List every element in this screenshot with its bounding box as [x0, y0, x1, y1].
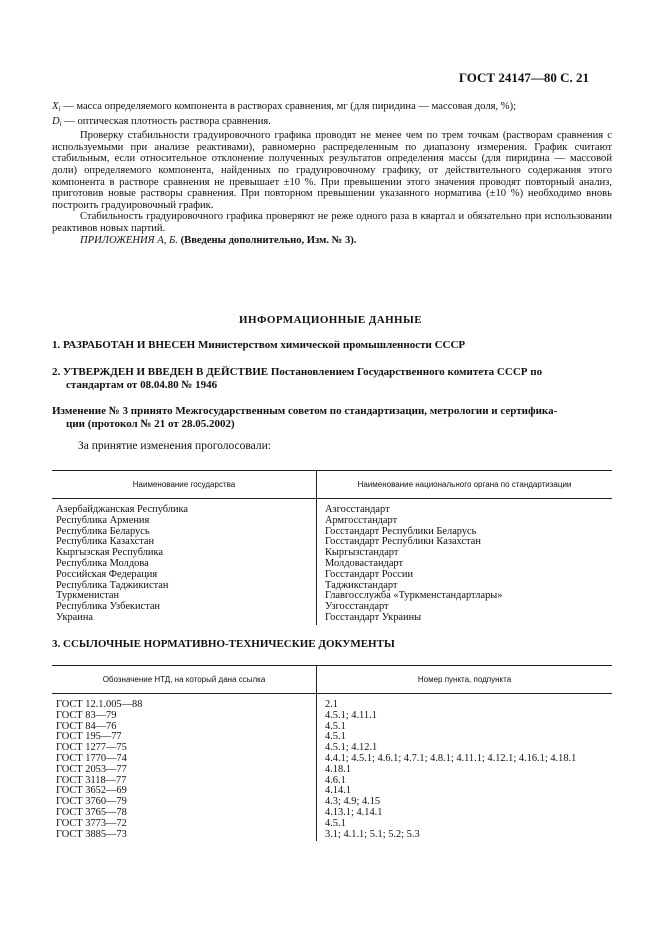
table-cell: ГОСТ 84—76 — [52, 722, 317, 733]
paragraph-stability-frequency: Стабильность градуировочного графика проверяют не реже одного раза в квартал и обязательно при использовании реактивов новых партий. — [52, 211, 612, 234]
table-cell: 4.5.1 — [325, 720, 346, 732]
table-row — [52, 516, 612, 527]
table-cell: 2.1 — [325, 699, 338, 710]
table-cell: Республика Армения — [52, 516, 317, 527]
table-cell: Госстандарт России — [325, 568, 414, 580]
table-cell: 4.4.1; 4.5.1; 4.6.1; 4.7.1; 4.8.1; 4.11.1; 4.12.1; 4.16.1; 4.18.1 — [325, 752, 577, 764]
refs-col-clause: Номер пункта, подпункта — [317, 666, 613, 694]
table-cell: 4.18.1 — [325, 763, 351, 775]
xi-symbol: X — [52, 101, 59, 112]
table-cell: Туркменистан — [52, 591, 317, 602]
definitions-block — [52, 101, 612, 246]
table-cell: 4.13.1; 4.14.1 — [325, 806, 383, 818]
table-cell: Украина — [52, 613, 317, 625]
table-cell: Главгосслужба «Туркменстандартлары» — [325, 590, 503, 602]
table-cell: 4.14.1 — [325, 785, 351, 797]
table-cell: Узгосстандарт — [325, 601, 389, 613]
xi-text: — масса определяемого компонента в растворах сравнения, мг (для пиридина — массовая доля, %); — [60, 101, 517, 112]
table-cell: Азербайджанская Республика — [52, 499, 317, 516]
references-table — [52, 665, 612, 841]
table-row — [52, 819, 612, 830]
table-cell: ГОСТ 3652—69 — [52, 786, 317, 797]
table-cell: Республика Таджикистан — [52, 581, 317, 592]
table-cell: Республика Беларусь — [52, 527, 317, 538]
section3-title — [52, 638, 612, 651]
states-col-body: Наименование национального органа по стандартизации — [317, 471, 613, 499]
table-cell: Российская Федерация — [52, 570, 317, 581]
di-symbol: D — [52, 115, 60, 127]
table-cell: 4.5.1; 4.12.1 — [325, 742, 378, 754]
change-note — [52, 405, 612, 431]
item-approved — [52, 366, 612, 392]
table-cell: ГОСТ 3760—79 — [52, 797, 317, 808]
table-cell: ГОСТ 12.1.005—88 — [52, 694, 317, 711]
table-cell: Таджикстандарт — [325, 579, 398, 591]
table-cell: Армгосстандарт — [325, 514, 398, 526]
table-cell: Республика Узбекистан — [52, 602, 317, 613]
appendices-label: ПРИЛОЖЕНИЯ А, Б. — [80, 234, 178, 246]
table-cell: Госстандарт Республики Беларусь — [325, 525, 477, 537]
table-row — [52, 570, 612, 581]
item2-continuation: стандартам от 08.04.80 № 1946 — [66, 379, 218, 391]
di-text: — оптическая плотность раствора сравнения. — [61, 115, 271, 127]
item2-label: 2. УТВЕРЖДЕН И ВВЕДЕН В ДЕЙСТВИЕ — [52, 366, 269, 378]
definition-xi — [52, 101, 612, 116]
table-cell: ГОСТ 1770—74 — [52, 754, 317, 765]
table-row — [52, 613, 612, 625]
states-table — [52, 470, 612, 625]
table-cell: Госстандарт Украины — [325, 611, 422, 623]
table-cell: ГОСТ 1277—75 — [52, 743, 317, 754]
table-cell: Республика Казахстан — [52, 537, 317, 548]
item1-label: 1. РАЗРАБОТАН И ВНЕСЕН — [52, 339, 196, 351]
table-cell: 4.3; 4.9; 4.15 — [325, 796, 381, 808]
change-line-1: Изменение № 3 принято Межгосударственным советом по стандартизации, метрологии и сертифика- — [52, 405, 558, 417]
section3-title-text: 3. ССЫЛОЧНЫЕ НОРМАТИВНО-ТЕХНИЧЕСКИЕ ДОКУМЕНТЫ — [52, 638, 395, 650]
voted-text: За принятие изменения проголосовали: — [78, 440, 271, 452]
states-table-header — [52, 471, 612, 499]
table-cell: 4.6.1 — [325, 774, 346, 786]
paragraph-stability-check: Проверку стабильности градуировочного графика проводят не менее чем по трем точкам (растворам сравнения с используемыми при анализе реактивами), равномерно распределенным по диапазону измерения. График считают стабильным, если относительное отклонение полученных результатов определения массы (для пиридина — массовой доли) определяемого компонента, найденных по градуировочному графику, от действительного содержания этого компонента в растворе сравнения не превышает ±10 %. При превышении этого значения проводят повторный анализ, приготовив новые растворы сравнения. При повторном превышении указанного норматива (±10 %) необходимо вновь построить градуировочный график. — [52, 130, 612, 211]
item2-text: Постановлением Государственного комитета СССР по — [270, 366, 543, 378]
change-line-2: ции (протокол № 21 от 28.05.2002) — [66, 418, 235, 430]
table-cell: Республика Молдова — [52, 559, 317, 570]
table-row — [52, 694, 612, 711]
item-developed — [52, 339, 612, 352]
appendices-note — [80, 235, 612, 247]
table-cell: ГОСТ 3885—73 — [52, 830, 317, 842]
states-col-state: Наименование государства — [52, 471, 317, 499]
table-row — [52, 711, 612, 722]
table-cell: 4.5.1; 4.11.1 — [325, 709, 377, 721]
xi-subscript: i — [58, 105, 61, 113]
page-header: ГОСТ 24147—80 С. 21 — [458, 70, 589, 85]
appendices-introduced: (Введены дополнительно, Изм. № 3). — [180, 234, 357, 246]
refs-col-document: Обозначение НТД, на который дана ссылка — [52, 666, 317, 694]
refs-table-header — [52, 666, 612, 694]
info-data-title: ИНФОРМАЦИОННЫЕ ДАННЫЕ — [239, 314, 422, 326]
table-cell: ГОСТ 3773—72 — [52, 819, 317, 830]
table-cell: ГОСТ 83—79 — [52, 711, 317, 722]
table-cell: Кыргызская Республика — [52, 548, 317, 559]
table-row — [52, 765, 612, 776]
table-cell: Азгосстандарт — [325, 504, 390, 515]
table-cell: 3.1; 4.1.1; 5.1; 5.2; 5.3 — [325, 828, 420, 840]
table-cell: 4.5.1 — [325, 731, 346, 743]
table-row — [52, 830, 612, 842]
table-cell: ГОСТ 3118—77 — [52, 776, 317, 787]
item1-text: Министерством химической промышленности СССР — [197, 339, 466, 351]
table-cell: ГОСТ 195—77 — [52, 732, 317, 743]
table-cell: Молдовастандарт — [325, 557, 404, 569]
di-subscript: i — [59, 119, 62, 128]
table-cell: Госстандарт Республики Казахстан — [325, 536, 481, 548]
table-row — [52, 499, 612, 516]
table-cell: Кыргызстандарт — [325, 547, 399, 559]
definition-di — [52, 116, 612, 131]
table-cell: 4.5.1 — [325, 817, 346, 829]
table-cell: ГОСТ 3765—78 — [52, 808, 317, 819]
table-cell: ГОСТ 2053—77 — [52, 765, 317, 776]
